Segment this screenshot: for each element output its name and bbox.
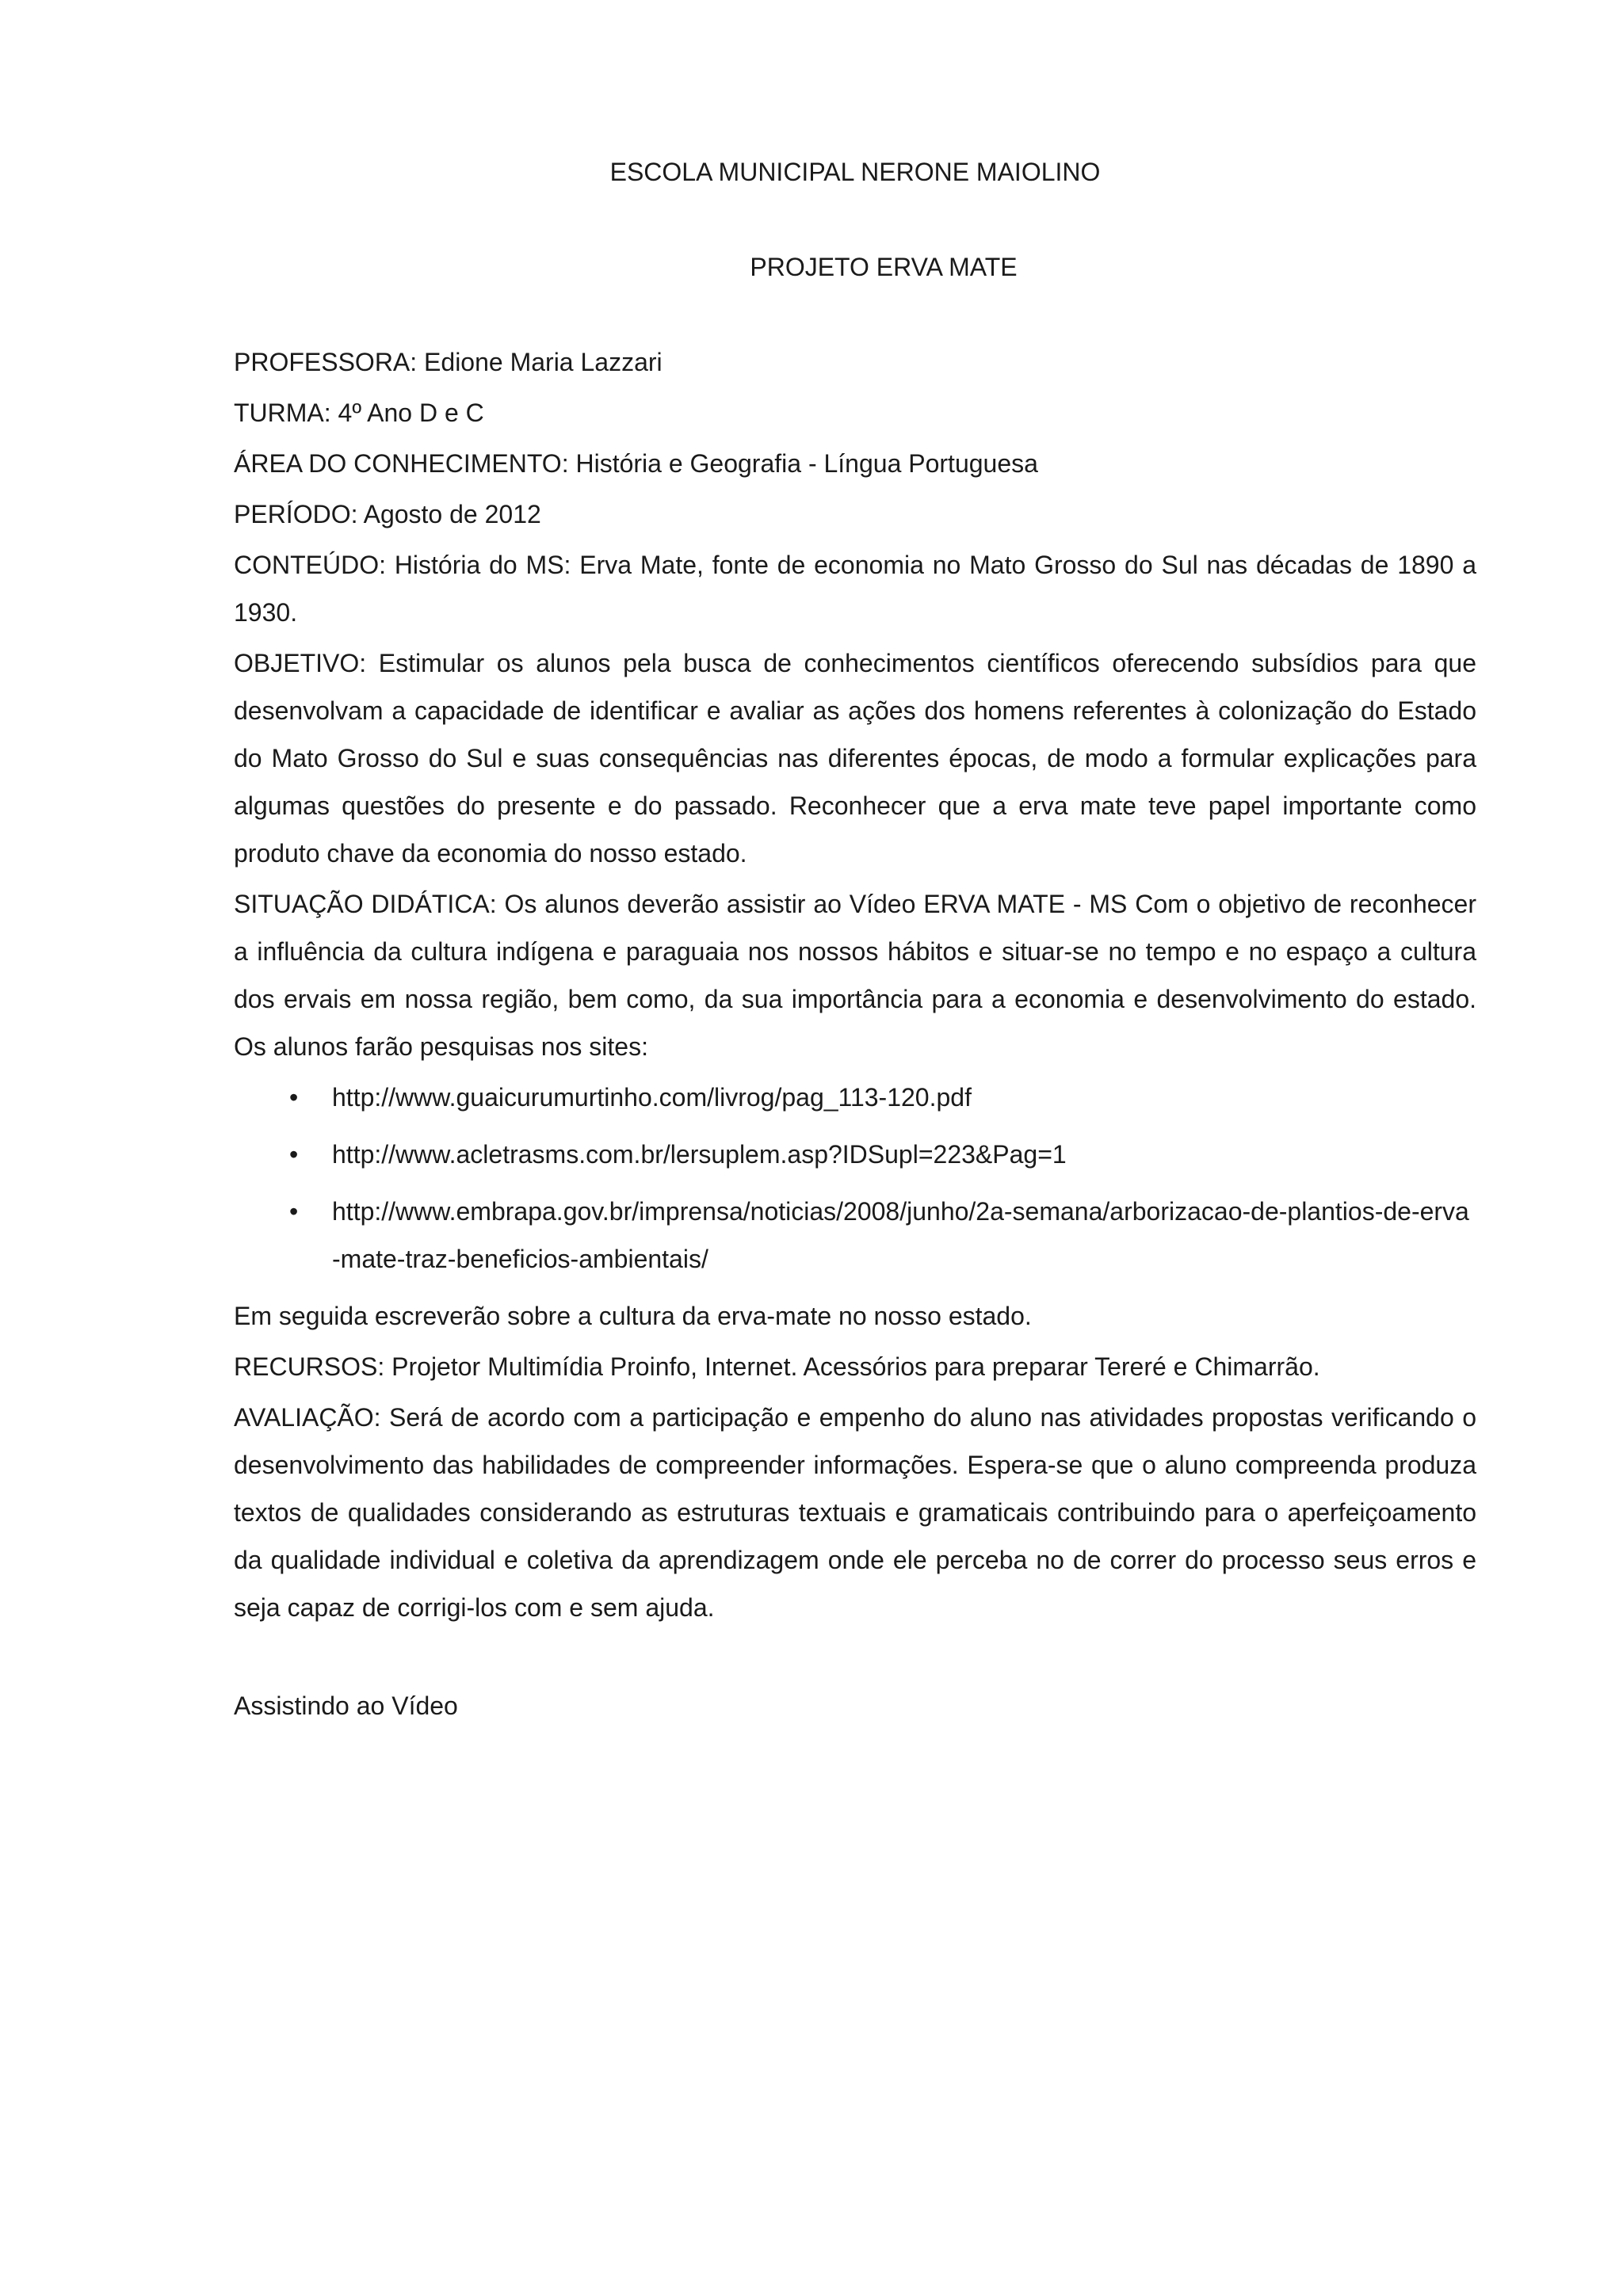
bullet-icon: • xyxy=(289,1140,299,1169)
evaluation-paragraph: AVALIAÇÃO: Será de acordo com a participação e empenho do aluno nas atividades propostas verificando o desenvolvimento das habilidades de compreender informações. Espera-se que o aluno compreenda produza textos de qualidades considerando as estruturas textuais e gramaticais contribuindo para o aperfeiçoamento da qualidade individual e coletiva da aprendizagem onde ele perceba no de correr do processo seus erros e seja capaz de corrigi-los com e sem ajuda. xyxy=(234,1403,1476,1622)
document-body xyxy=(234,148,1476,1733)
didactic-situation-paragraph: SITUAÇÃO DIDÁTICA: Os alunos deverão assistir ao Vídeo ERVA MATE - MS Com o objetivo de reconhecer a influência da cultura indígena e paraguaia nos nossos hábitos e situar-se no tempo e no espaço a cultura dos ervais em nossa região, bem como, da sua importância para a economia e desenvolvimento do estado. Os alunos farão pesquisas nos sites: xyxy=(234,890,1476,1061)
content-paragraph: CONTEÚDO: História do MS: Erva Mate, fonte de economia no Mato Grosso do Sul nas décadas de 1890 a 1930. xyxy=(234,551,1476,627)
blank-line xyxy=(234,1634,1476,1682)
list-item xyxy=(234,1188,1476,1283)
list-item xyxy=(234,1074,1476,1121)
knowledge-area-line: ÁREA DO CONHECIMENTO: História e Geografia - Língua Portuguesa xyxy=(234,449,1038,478)
follow-up-line: Em seguida escreverão sobre a cultura da erva-mate no nosso estado. xyxy=(234,1302,1032,1330)
research-links-list xyxy=(234,1074,1476,1283)
objective-paragraph: OBJETIVO: Estimular os alunos pela busca de conhecimentos científicos oferecendo subsídios para que desenvolvam a capacidade de identificar e avaliar as ações dos homens referentes à colonização do Estado do Mato Grosso do Sul e suas consequências nas diferentes épocas, de modo a formular explicações para algumas questões do presente e do passado. Reconhecer que a erva mate teve papel importante como produto chave da economia do nosso estado. xyxy=(234,649,1476,868)
project-title: PROJETO ERVA MATE xyxy=(750,253,1018,281)
teacher-line: PROFESSORA: Edione Maria Lazzari xyxy=(234,348,663,376)
resources-line: RECURSOS: Projetor Multimídia Proinfo, Internet. Acessórios para preparar Tereré e Chimarrão. xyxy=(234,1352,1320,1381)
school-name: ESCOLA MUNICIPAL NERONE MAIOLINO xyxy=(609,158,1101,186)
watching-video-caption: Assistindo ao Vídeo xyxy=(234,1691,458,1720)
bullet-icon: • xyxy=(289,1083,299,1112)
research-link[interactable]: http://www.acletrasms.com.br/lersuplem.asp?IDSupl=223&Pag=1 xyxy=(332,1140,1067,1169)
bullet-icon: • xyxy=(289,1197,299,1226)
research-link[interactable]: http://www.guaicurumurtinho.com/livrog/pag_113-120.pdf xyxy=(332,1083,972,1112)
list-item xyxy=(234,1131,1476,1178)
class-line: TURMA: 4º Ano D e C xyxy=(234,399,484,427)
period-line: PERÍODO: Agosto de 2012 xyxy=(234,500,541,528)
research-link[interactable]: http://www.embrapa.gov.br/imprensa/noticias/2008/junho/2a-semana/arborizacao-de-plantios-de-erva-mate-traz-beneficios-ambientais/ xyxy=(332,1197,1469,1273)
